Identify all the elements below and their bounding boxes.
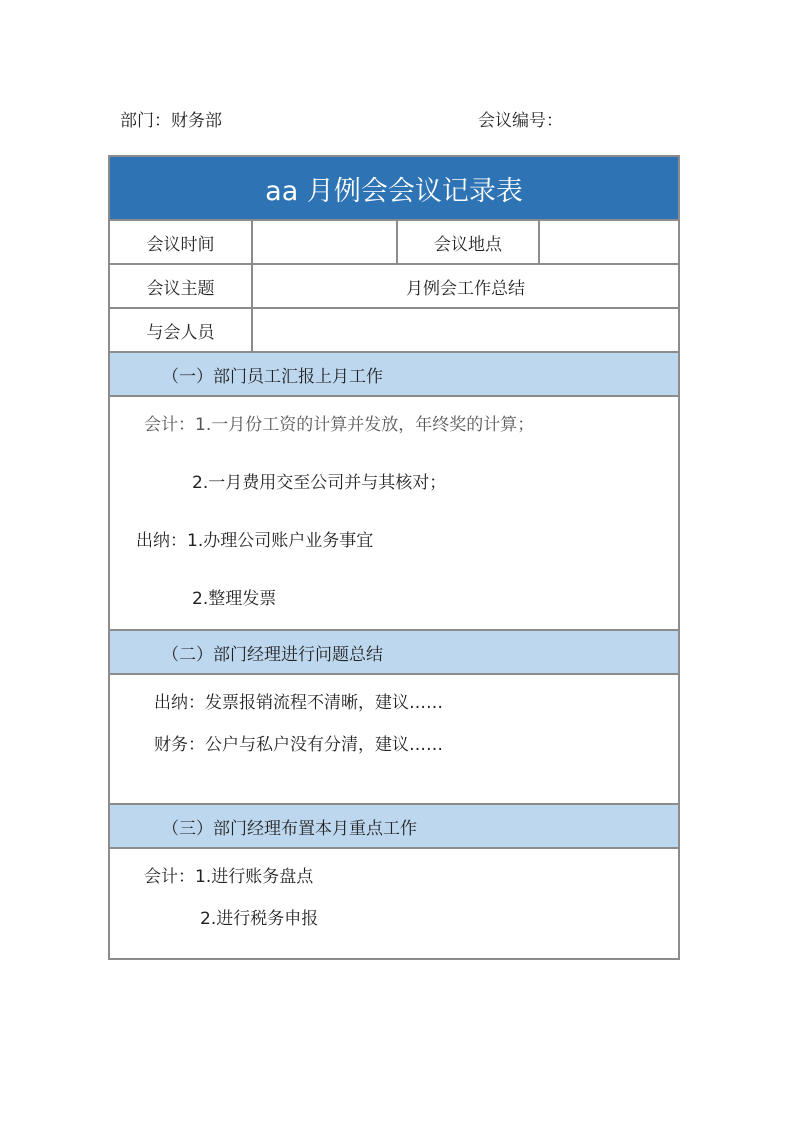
- meeting-topic-field[interactable]: 月例会工作总结: [406, 278, 525, 299]
- section-1-line-3: 出纳：1.办理公司账户业务事宜: [136, 531, 374, 551]
- form-title: aa 月例会会议记录表: [110, 157, 678, 221]
- meeting-location-field[interactable]: [540, 221, 678, 263]
- meeting-number-label: 会议编号：: [478, 111, 563, 131]
- attendees-row: [110, 309, 678, 353]
- meeting-location-label: 会议地点: [398, 221, 540, 263]
- meeting-time-label: 会议时间: [110, 221, 253, 263]
- section-3-heading: [110, 805, 678, 849]
- attendees-label: 与会人员: [110, 309, 253, 351]
- section-3-body: [110, 849, 678, 958]
- topic-row: [110, 265, 678, 309]
- section-2-heading: [110, 631, 678, 675]
- department-label: 部门：财务部: [120, 111, 222, 131]
- section-1-heading-text: （一）部门员工汇报上月工作: [162, 366, 383, 387]
- section-1-line-4: 2.整理发票: [192, 589, 277, 609]
- section-3-line-2: 2.进行税务申报: [200, 909, 319, 929]
- section-1-heading: [110, 353, 678, 397]
- section-2-line-1: 出纳：发票报销流程不清晰，建议……: [154, 693, 443, 713]
- meeting-record-form: [108, 155, 680, 960]
- section-2-body: [110, 675, 678, 805]
- section-1-line-2: 2.一月费用交至公司并与其核对；: [192, 473, 447, 493]
- section-1-body: [110, 397, 678, 631]
- time-location-row: [110, 221, 678, 265]
- section-2-heading-text: （二）部门经理进行问题总结: [162, 644, 383, 665]
- meeting-time-field[interactable]: [253, 221, 398, 263]
- section-3-line-1: 会计：1.进行账务盘点: [144, 867, 314, 887]
- section-2-line-2: 财务：公户与私户没有分清，建议……: [154, 735, 443, 755]
- section-1-line-1: 会计：1.一月份工资的计算并发放，年终奖的计算；: [144, 415, 535, 435]
- attendees-field[interactable]: [253, 309, 678, 351]
- meeting-topic-label: 会议主题: [110, 265, 253, 307]
- section-3-heading-text: （三）部门经理布置本月重点工作: [162, 818, 417, 839]
